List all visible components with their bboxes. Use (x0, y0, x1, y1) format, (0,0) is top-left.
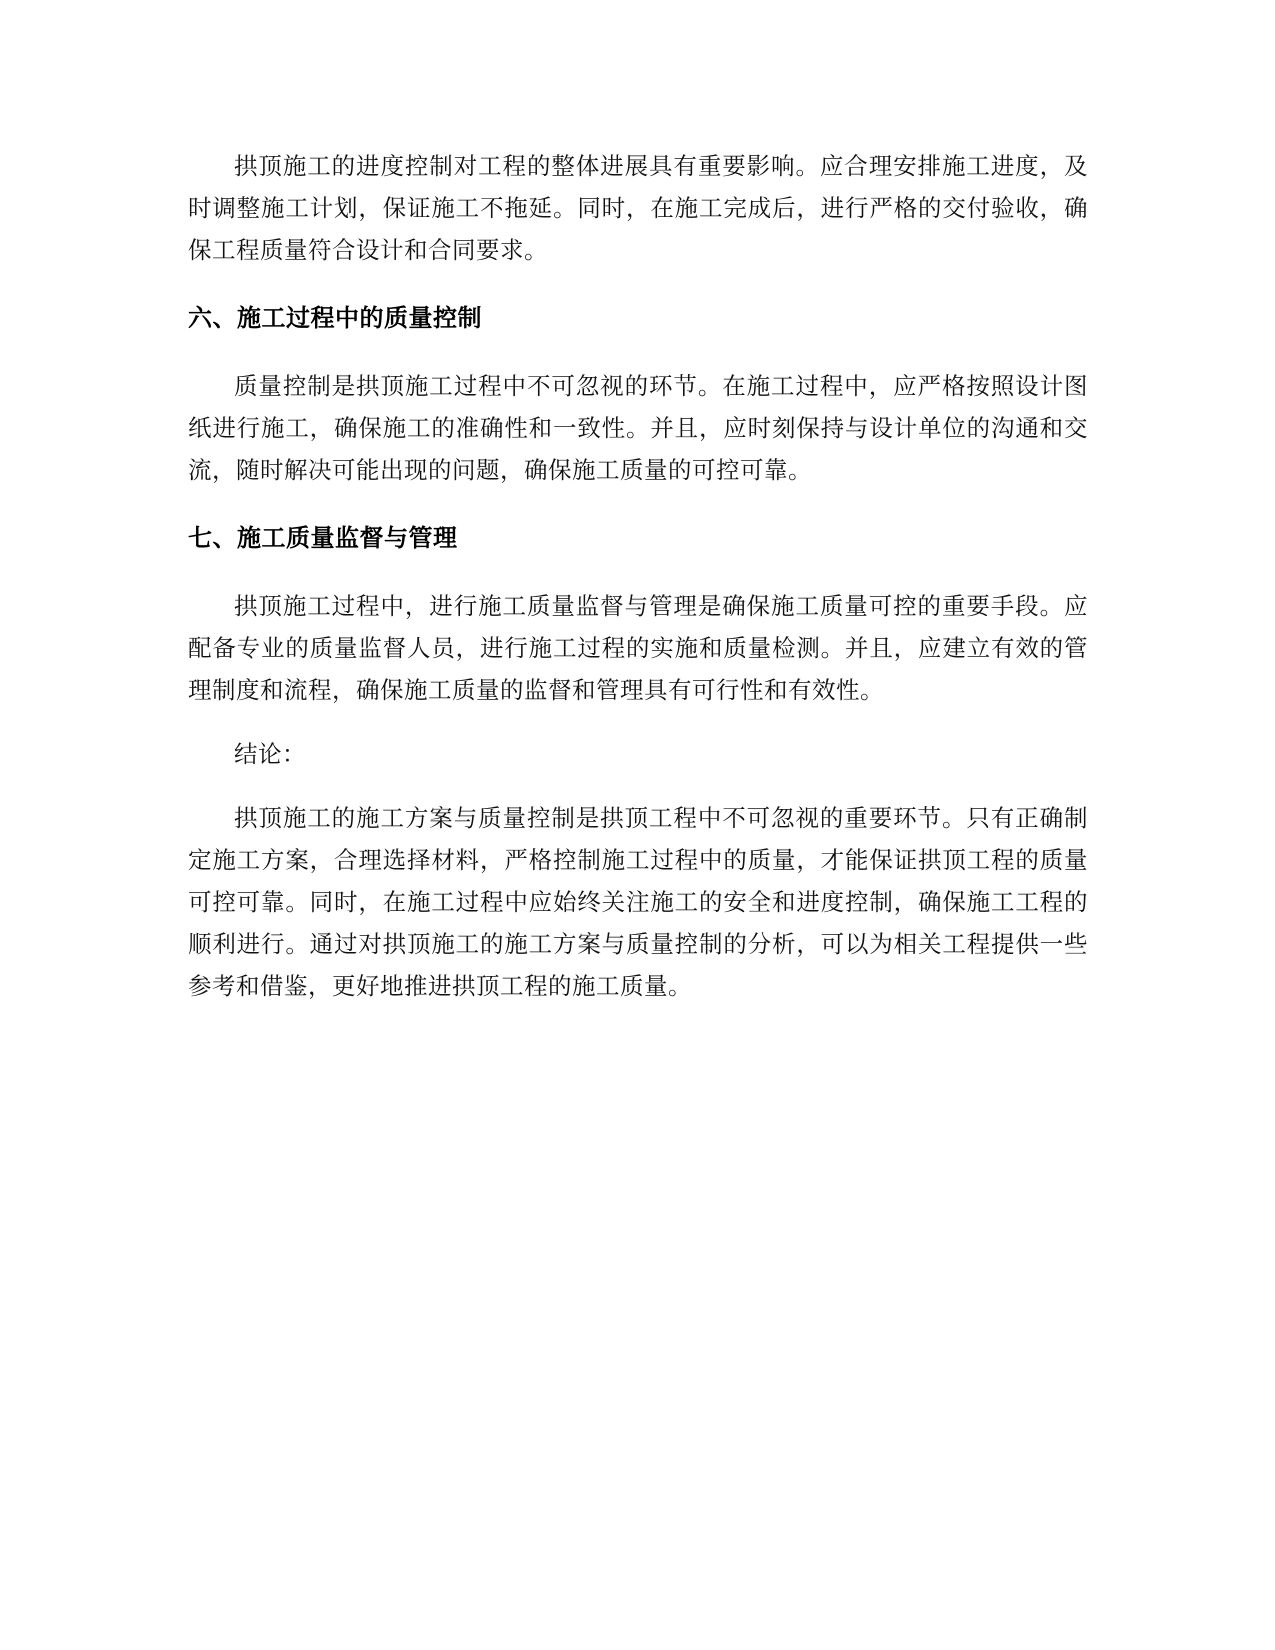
section-heading-quality-control: 六、施工过程中的质量控制 (188, 304, 482, 332)
conclusion-label: 结论： (234, 740, 306, 768)
document-body (188, 145, 1088, 1007)
paragraph-quality-control: 质量控制是拱顶施工过程中不可忽视的环节。在施工过程中，应严格按照设计图纸进行施工，确保施工的准确性和一致性。并且，应时刻保持与设计单位的沟通和交流，随时解决可能出现的问题，确保施工质量的可控可靠。 (188, 372, 1088, 484)
paragraph-progress-control: 拱顶施工的进度控制对工程的整体进展具有重要影响。应合理安排施工进度，及时调整施工计划，保证施工不拖延。同时，在施工完成后，进行严格的交付验收，确保工程质量符合设计和合同要求。 (188, 152, 1088, 264)
paragraph-conclusion: 拱顶施工的施工方案与质量控制是拱顶工程中不可忽视的重要环节。只有正确制定施工方案，合理选择材料，严格控制施工过程中的质量，才能保证拱顶工程的质量可控可靠。同时，在施工过程中应始终关注施工的安全和进度控制，确保施工工程的顺利进行。通过对拱顶施工的施工方案与质量控制的分析，可以为相关工程提供一些参考和借鉴，更好地推进拱顶工程的施工质量。 (188, 804, 1088, 1000)
section-heading-quality-supervision: 七、施工质量监督与管理 (188, 524, 458, 552)
paragraph-quality-supervision: 拱顶施工过程中，进行施工质量监督与管理是确保施工质量可控的重要手段。应配备专业的质量监督人员，进行施工过程的实施和质量检测。并且，应建立有效的管理制度和流程，确保施工质量的监督和管理具有可行性和有效性。 (188, 592, 1088, 704)
